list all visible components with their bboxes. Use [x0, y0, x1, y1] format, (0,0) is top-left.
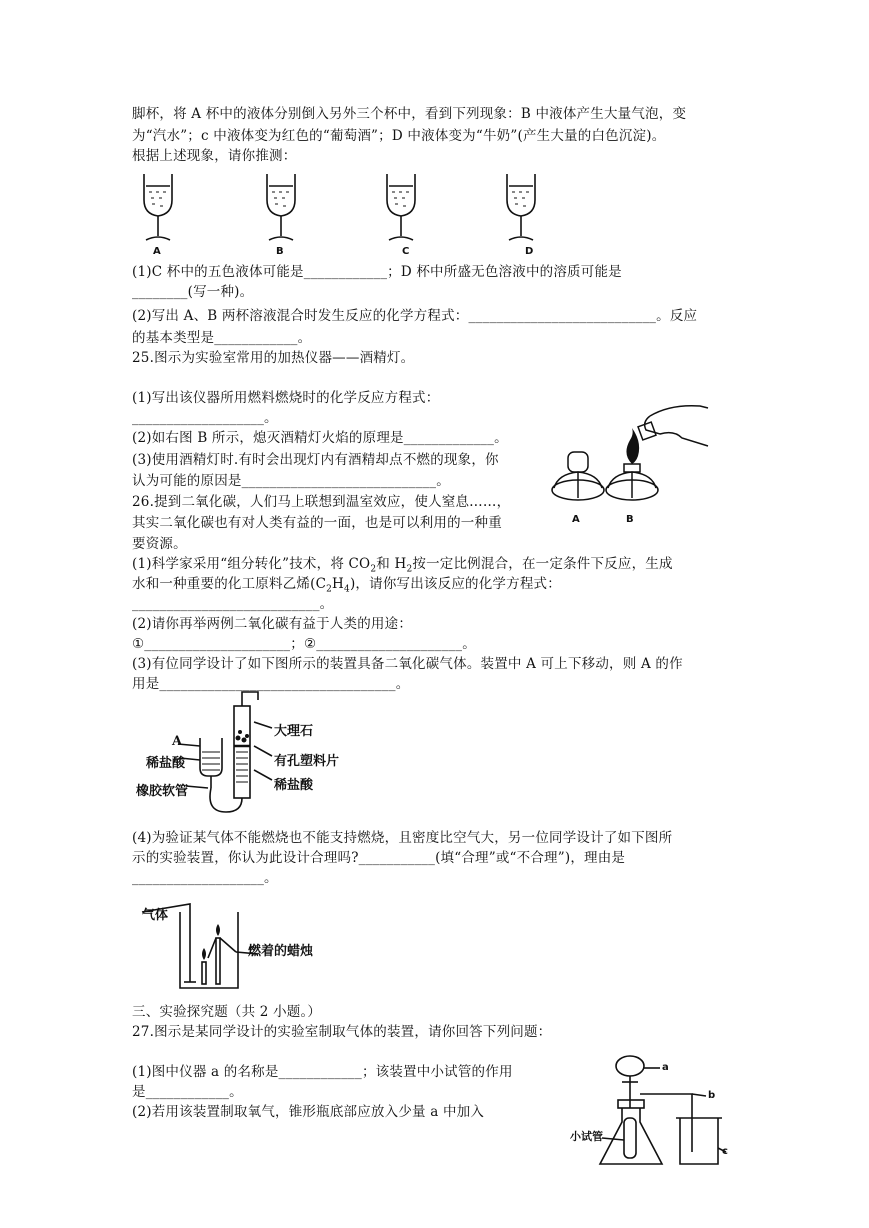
cup-label: D	[525, 246, 534, 257]
text-line: 用是__________________________________。	[132, 676, 410, 692]
lamp-label: A	[572, 514, 580, 525]
text-line: 示的实验装置，你认为此设计合理吗?___________(填“合理”或“不合理”)，理由是	[132, 850, 626, 866]
text-fragment: 和 H	[376, 556, 407, 572]
text-fragment: )，请你写出该反应的化学方程式：	[349, 576, 561, 592]
text-line: (2)如右图 B 所示，熄灭酒精灯火焰的原理是_____________。	[132, 430, 508, 446]
text-line: (1)图中仪器 a 的名称是____________；该装置中小试管的作用	[132, 1064, 513, 1080]
subscript: 2	[326, 584, 333, 595]
text-line: (3)使用酒精灯时.有时会出现灯内有酒精却点不燃的现象，你	[132, 452, 499, 468]
goblets-figure	[140, 170, 560, 260]
subscript: 2	[406, 564, 413, 575]
text-fragment: H	[332, 576, 345, 592]
text-line: 根据上述现象，请你推测：	[132, 148, 297, 164]
gas-generation-figure	[560, 1052, 740, 1172]
lamp-label: B	[626, 514, 634, 525]
text-fragment: (1)科学家采用“组分转化”技术，将 CO	[132, 556, 371, 572]
text-line: ___________________。	[132, 410, 278, 426]
text-line: 其实二氧化碳也有对人类有益的一面，也是可以利用的一种重	[132, 515, 502, 531]
apparatus-label: 大理石	[274, 724, 314, 739]
text-line: ①_____________________；②_____________________。	[132, 636, 476, 652]
text-line: 27.图示是某同学设计的实验室制取气体的装置，请你回答下列问题：	[132, 1024, 552, 1040]
text-line: 是____________。	[132, 1084, 243, 1100]
section-heading: 三、实验探究题（共 2 小题。）	[132, 1004, 322, 1020]
text-fragment: 按一定比例混合，在一定条件下反应，生成	[412, 556, 673, 572]
text-line: ___________________________。	[132, 596, 334, 612]
subscript: 2	[370, 564, 377, 575]
apparatus-label: 气体	[142, 908, 169, 923]
text-line: ___________________。	[132, 870, 278, 886]
apparatus-label: A	[172, 734, 183, 749]
apparatus-label: 稀盐酸	[146, 756, 186, 771]
text-line: (1)写出该仪器所用燃料燃烧时的化学反应方程式：	[132, 390, 440, 406]
apparatus-label: 燃着的蜡烛	[248, 944, 314, 959]
apparatus-label: a	[662, 1062, 669, 1073]
text-line: 脚杯，将 A 杯中的液体分别倒入另外三个杯中，看到下列现象：B 中液体产生大量气泡，变	[132, 106, 687, 122]
subscript: 4	[344, 584, 350, 595]
text-line: 25.图示为实验室常用的加热仪器——酒精灯。	[132, 350, 415, 366]
apparatus-label: 小试管	[570, 1130, 603, 1143]
apparatus-label: 有孔塑料片	[274, 754, 340, 769]
apparatus-label: 橡胶软管	[136, 784, 189, 799]
text-line: 为“汽水”；c 中液体变为红色的“葡萄酒”；D 中液体变为“牛奶”(产生大量的白色沉淀)。	[132, 128, 666, 144]
text-line: 的基本类型是____________。	[132, 330, 312, 346]
text-fragment: 水和一种重要的化工原料乙烯(C	[132, 576, 327, 592]
text-line: (2)写出 A、B 两杯溶液混合时发生反应的化学方程式：___________________________。反应	[132, 308, 698, 324]
text-line: 要资源。	[132, 536, 187, 552]
apparatus-label: 稀盐酸	[274, 778, 314, 793]
cup-label: C	[402, 246, 410, 257]
text-line: (1)C 杯中的五色液体可能是____________；D 杯中所盛无色溶液中的溶质可能是	[132, 264, 622, 280]
text-line: (2)请你再举两例二氧化碳有益于人类的用途：	[132, 616, 413, 632]
cup-label: A	[153, 246, 161, 257]
text-line: 26.提到二氧化碳，人们马上联想到温室效应，使人窒息……，	[132, 494, 511, 510]
text-line: (2)若用该装置制取氧气，锥形瓶底部应放入少量 a 中加入	[132, 1104, 485, 1120]
text-line: ________(写一种)。	[132, 284, 254, 300]
text-line: (4)为验证某气体不能燃烧也不能支持燃烧，且密度比空气大，另一位同学设计了如下图所	[132, 830, 673, 846]
apparatus-label: c	[722, 1146, 728, 1157]
text-line: 认为可能的原因是____________________________。	[132, 473, 450, 489]
text-line: (3)有位同学设计了如下图所示的装置具备二氧化碳气体。装置中 A 可上下移动，则 A 的作	[132, 656, 683, 672]
alcohol-lamp-figure	[550, 400, 720, 515]
apparatus-label: b	[708, 1090, 716, 1101]
cup-label: B	[276, 246, 284, 257]
